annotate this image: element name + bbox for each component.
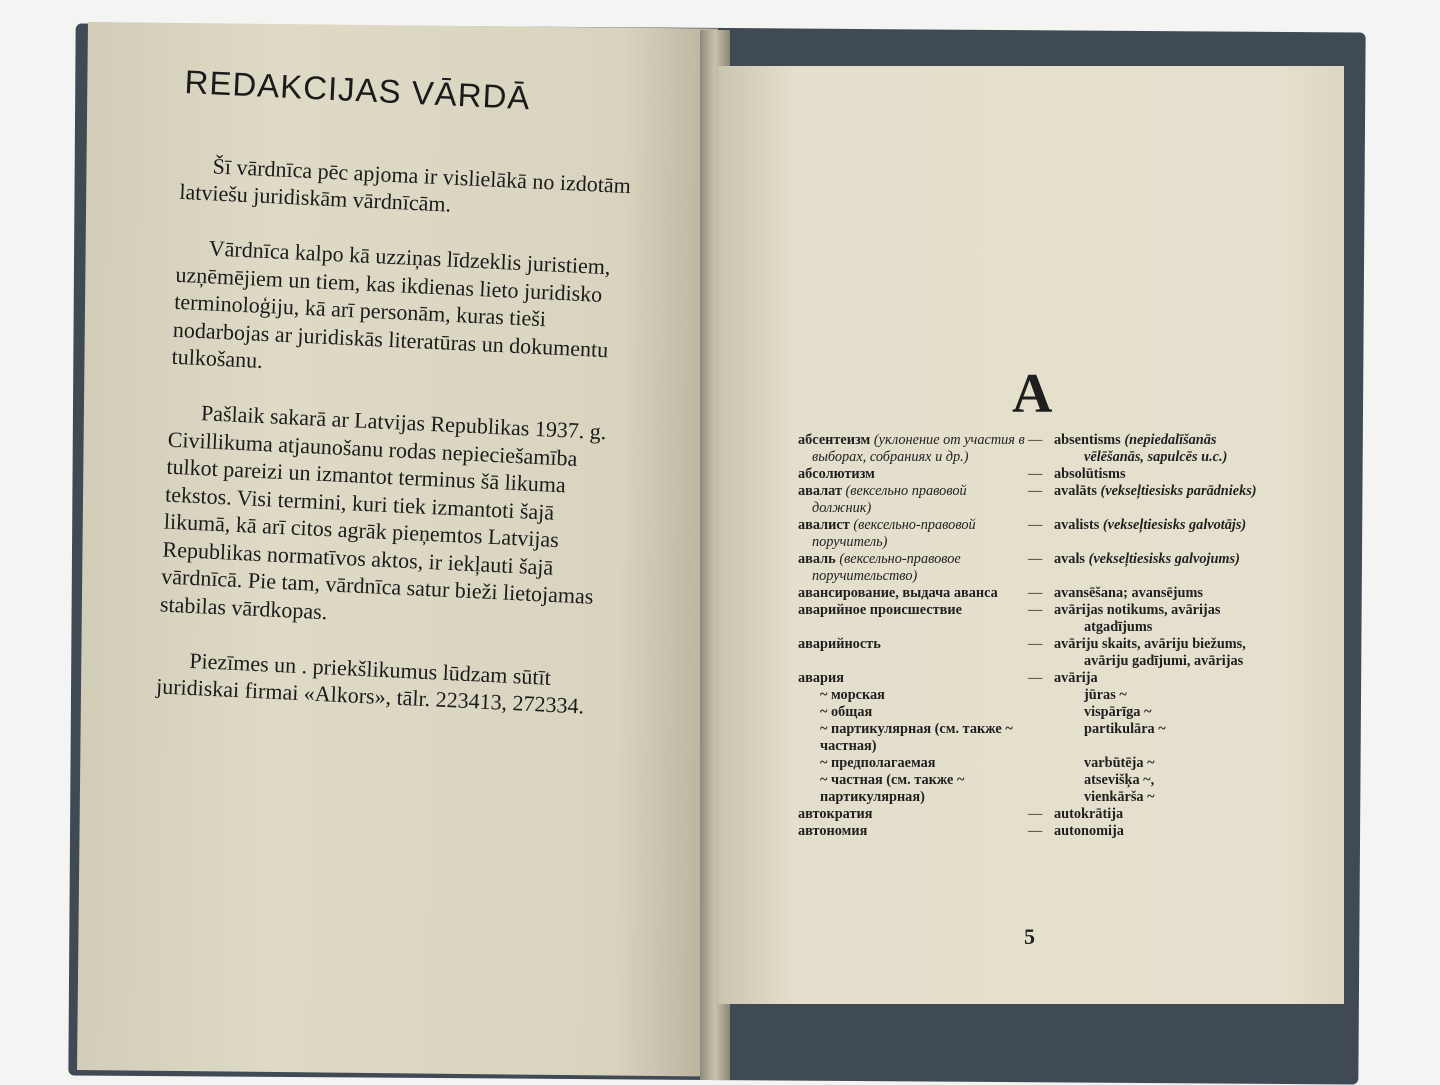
term-headword: автократия (798, 806, 873, 822)
translation-note: (vekseļtiesisks galvotājs) (1102, 517, 1247, 533)
latvian-subtranslation: atsevišķa ~, vienkārša ~ (1084, 772, 1155, 805)
term-headword: аварийность (798, 636, 881, 652)
russian-term (798, 636, 1028, 670)
russian-term (798, 517, 1028, 551)
dictionary-entry (798, 670, 1258, 687)
dictionary-entry (798, 602, 1258, 636)
dictionary-entries (798, 432, 1258, 840)
russian-subterm: ~ партикулярная (см. также ~ частная) (820, 721, 1013, 754)
russian-term (798, 585, 1028, 602)
translation-note: (vekseļtiesisks galvojums) (1088, 551, 1240, 567)
latvian-translation (1054, 483, 1258, 517)
translation-text: avansēšana; avansējums (1054, 585, 1203, 601)
latvian-subtranslation: varbūtēja ~ (1084, 755, 1155, 771)
latvian-translation (1054, 466, 1258, 483)
russian-subterm: ~ морская (820, 687, 885, 703)
paragraph: Šī vārdnīca pēc apjoma ir vislielākā no izdotām latviešu juridiskām vārdnīcām. (178, 152, 632, 217)
latvian-translation (1054, 585, 1258, 602)
latvian-translation (1054, 602, 1258, 636)
dash: — (1028, 670, 1043, 686)
latvian-translation (1054, 517, 1258, 551)
translation-text: avārija (1054, 670, 1098, 686)
dictionary-subentry (798, 755, 1258, 772)
dash: — (1028, 602, 1043, 618)
spacer (1028, 755, 1054, 772)
dash: — (1028, 466, 1043, 482)
term-headword: абсентеизм (798, 432, 871, 448)
dictionary-subentry (798, 704, 1258, 721)
russian-term (798, 602, 1028, 636)
dictionary-entry (798, 636, 1258, 670)
translation-note: (nepiedalīšanās vēlēšanās, sapulcēs u.c.) (1084, 432, 1228, 465)
russian-subterm: ~ предполагаемая (820, 755, 936, 771)
dictionary-entry (798, 432, 1258, 466)
page-title: REDAKCIJAS VĀRDĀ (183, 63, 532, 117)
dictionary-entry (798, 806, 1258, 823)
latvian-subtranslation: vispārīga ~ (1084, 704, 1152, 720)
dictionary-entry (798, 517, 1258, 551)
spacer (1028, 687, 1054, 704)
dash: — (1028, 585, 1043, 601)
page-number: 5 (1024, 924, 1035, 949)
term-headword: авария (798, 670, 844, 686)
latvian-translation (1054, 636, 1258, 670)
latvian-translation (1054, 432, 1258, 466)
spacer (1028, 704, 1054, 721)
term-note: (вексельно правовой должник) (812, 483, 967, 516)
latvian-translation: autonomija (1054, 823, 1124, 839)
term-note: (вексельно-правовой поручитель) (812, 517, 976, 550)
term-headword: авалист (798, 517, 850, 533)
dash: — (1028, 432, 1043, 448)
term-headword: автономия (798, 823, 868, 839)
dash: — (1028, 636, 1043, 652)
term-headword: аварийное происшествие (798, 602, 962, 618)
translation-note: (vekseļtiesisks parādnieks) (1100, 483, 1257, 499)
russian-term (798, 432, 1028, 466)
term-note: (уклонение от участия в выборах, собраниях и др.) (812, 432, 1025, 465)
section-letter: A (1012, 363, 1053, 425)
term-headword: авансирование, выдача аванса (798, 585, 998, 601)
dash: — (1028, 806, 1043, 822)
foreword (154, 63, 655, 749)
dash: — (1028, 551, 1043, 567)
term-headword: абсолютизм (798, 466, 875, 482)
left-page (77, 22, 718, 1077)
term-headword: аваль (798, 551, 836, 567)
dash: — (1028, 483, 1043, 499)
paragraph: Piezīmes un . priekšlikumus lūdzam sūtīt juridiskai firmai «Alkors», tālr. 223413, 272334. (155, 647, 585, 719)
spacer (1028, 721, 1054, 755)
translation-text: avāriju skaits, avāriju biežums, avāriju gadījumi, avārijas (1054, 636, 1246, 669)
term-note: (вексельно-правовое поручительство) (812, 551, 961, 584)
russian-term (798, 670, 1028, 687)
dictionary-entry (798, 483, 1258, 517)
latvian-translation (1054, 670, 1258, 687)
dictionary-entry (798, 585, 1258, 602)
dictionary-subentry (798, 721, 1258, 755)
russian-term (798, 483, 1028, 517)
latvian-subtranslation: partikulāra ~ (1084, 721, 1166, 737)
dictionary-entry (798, 551, 1258, 585)
spacer (1028, 772, 1054, 806)
latvian-subtranslation: jūras ~ (1084, 687, 1127, 703)
russian-term (798, 823, 1028, 840)
term-headword: авалат (798, 483, 842, 499)
russian-term (798, 466, 1028, 483)
dash: — (1028, 517, 1043, 533)
translation-text: avals (1054, 551, 1085, 567)
russian-subterm: ~ общая (820, 704, 873, 720)
russian-term (798, 551, 1028, 585)
translation-text: avārijas notikums, avārijas atgadījums (1054, 602, 1221, 635)
russian-subterm: ~ частная (см. также ~ партикулярная) (820, 772, 965, 805)
latvian-translation (1054, 551, 1258, 585)
paragraph: Pašlaik sakarā ar Latvijas Republikas 1937. g. Civillikuma atjaunošanu rodas nepieciešamība tulkot pareizi un izmantot terminus šā likuma tekstos. Visi termini, kuri tiek izmantoti šajā likumā, kā arī citos agrāk pieņemtos Latvijas Republikas normatīvos aktos, ir iekļauti šajā vārdnīcā. Pie tam, vārdnīca satur bieži lietojamas stabilas vārdkopas. (159, 400, 607, 624)
translation-text: absentisms (1054, 432, 1121, 448)
dictionary-entry (798, 823, 1258, 840)
translation-text: absolūtisms (1054, 466, 1126, 482)
russian-term (798, 806, 1028, 823)
dictionary-entry (798, 466, 1258, 483)
paragraph: Vārdnīca kalpo kā uzziņas līdzeklis juristiem, uzņēmējiem un tiem, kas ikdienas lieto juridisko terminoloģiju, kā arī personām, kuras tieši nodarbojas ar juridiskās literatūras un dokumentu tulkošanu. (171, 235, 612, 373)
dash: — (1028, 823, 1043, 839)
translation-text: avalists (1054, 517, 1100, 533)
dictionary-subentry (798, 687, 1258, 704)
dictionary-subentry (798, 772, 1258, 806)
latvian-translation: autokrātija (1054, 806, 1124, 822)
translation-text: avalāts (1054, 483, 1097, 499)
